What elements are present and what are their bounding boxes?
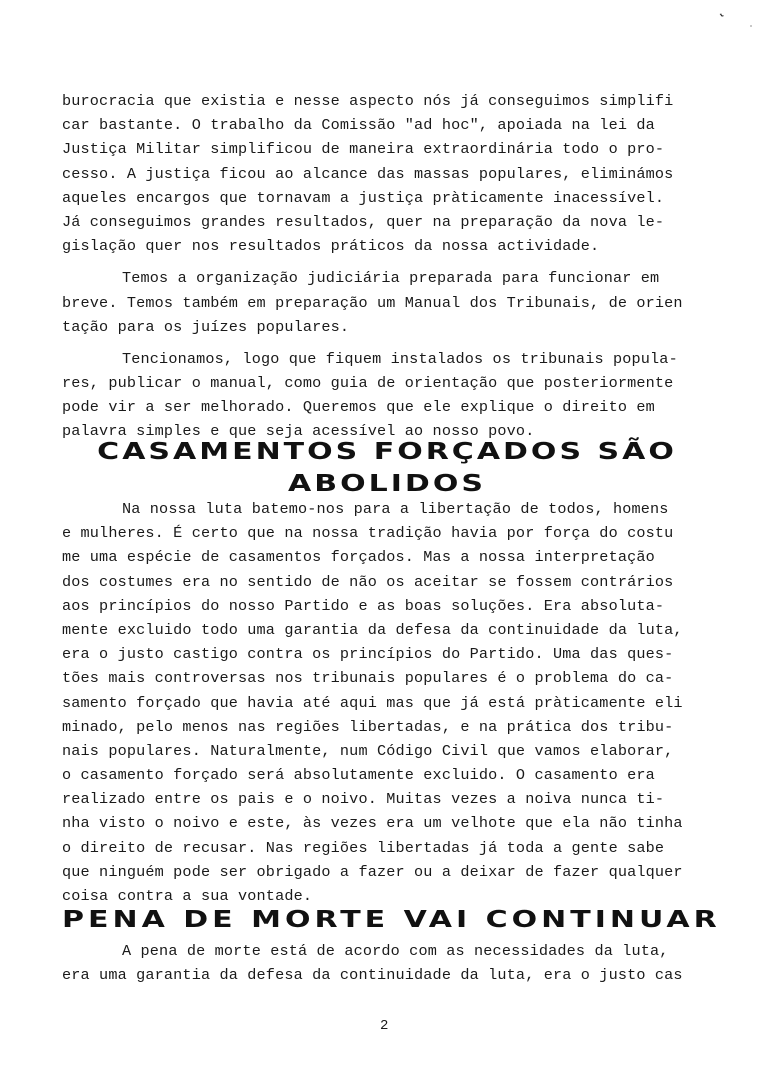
- intro-text: [62, 89, 712, 444]
- text-line: que ninguém pode ser obrigado a fazer ou a deixar de fazer qualquer: [62, 862, 683, 881]
- text-line: palavra simples e que seja acessível ao nosso povo.: [62, 422, 535, 441]
- text-line: breve. Temos também em preparação um Manual dos Tribunais, de orien: [62, 293, 683, 312]
- section-heading: PENA DE MORTE VAI CONTINUAR: [62, 905, 721, 934]
- section-body: [62, 497, 712, 908]
- text-line: A pena de morte está de acordo com as necessidades da luta,: [122, 942, 669, 960]
- text-line: nais populares. Naturalmente, num Código Civil que vamos elaborar,: [62, 741, 674, 760]
- section-heading: CASAMENTOS FORÇADOS SÃO: [97, 437, 677, 466]
- text-line: aos princípios do nosso Partido e as boas soluções. Era absoluta-: [62, 596, 665, 615]
- text-line: pode vir a ser melhorado. Queremos que ele explique o direito em: [62, 398, 655, 417]
- text-line: burocracia que existia e nesse aspecto nós já conseguimos simplifi: [62, 92, 674, 110]
- text-line: samento forçado que havia até aqui mas que já está pràticamente eli: [62, 693, 683, 712]
- corner-mark: ˙: [748, 26, 755, 37]
- section-body: [62, 939, 712, 987]
- text-line: e mulheres. É certo que na nossa tradição havia por força do costu: [62, 524, 674, 543]
- section-heading: ABOLIDOS: [288, 469, 486, 498]
- text-line: coisa contra a sua vontade.: [62, 887, 313, 905]
- text-line: Temos a organização judiciária preparada para funcionar em: [122, 269, 660, 288]
- text-line: dos costumes era no sentido de não os aceitar se fossem contrários: [62, 572, 674, 591]
- corner-mark: ˞: [720, 8, 729, 24]
- text-line: mente excluido todo uma garantia da defesa da continuidade da luta,: [62, 620, 683, 639]
- text-line: era o justo castigo contra os princípios do Partido. Uma das ques-: [62, 645, 674, 664]
- text-line: Na nossa luta batemo-nos para a libertação de todos, homens: [122, 500, 669, 518]
- text-line: cesso. A justiça ficou ao alcance das massas populares, eliminámos: [62, 164, 674, 183]
- text-line: car bastante. O trabalho da Comissão "ad hoc", apoiada na lei da: [62, 116, 655, 135]
- text-line: nha visto o noivo e este, às vezes era um velhote que ela não tinha: [62, 814, 683, 833]
- text-line: Já conseguimos grandes resultados, quer na preparação da nova le-: [62, 212, 665, 231]
- text-line: tação para os juízes populares.: [62, 317, 350, 336]
- text-line: Justiça Militar simplificou de maneira extraordinária todo o pro-: [62, 140, 665, 159]
- text-line: gislação quer nos resultados práticos da nossa actividade.: [62, 237, 600, 256]
- text-line: Tencionamos, logo que fiquem instalados os tribunais popula-: [122, 349, 678, 368]
- text-line: res, publicar o manual, como guia de orientação que posteriormente: [62, 374, 674, 393]
- text-line: era uma garantia da defesa da continuidade da luta, era o justo cas: [62, 966, 683, 985]
- text-line: o casamento forçado será absolutamente excluido. O casamento era: [62, 766, 655, 785]
- text-line: realizado entre os pais e o noivo. Muitas vezes a noiva nunca ti-: [62, 790, 665, 809]
- text-line: aqueles encargos que tornavam a justiça pràticamente inacessível.: [62, 188, 665, 207]
- text-line: me uma espécie de casamentos forçados. Mas a nossa interpretação: [62, 548, 655, 567]
- text-line: minado, pelo menos nas regiões libertadas, e na prática dos tribu-: [62, 717, 674, 736]
- page-number: 2: [380, 1018, 389, 1034]
- text-line: tões mais controversas nos tribunais populares é o problema do ca-: [62, 669, 674, 688]
- text-line: o direito de recusar. Nas regiões libertadas já toda a gente sabe: [62, 838, 665, 857]
